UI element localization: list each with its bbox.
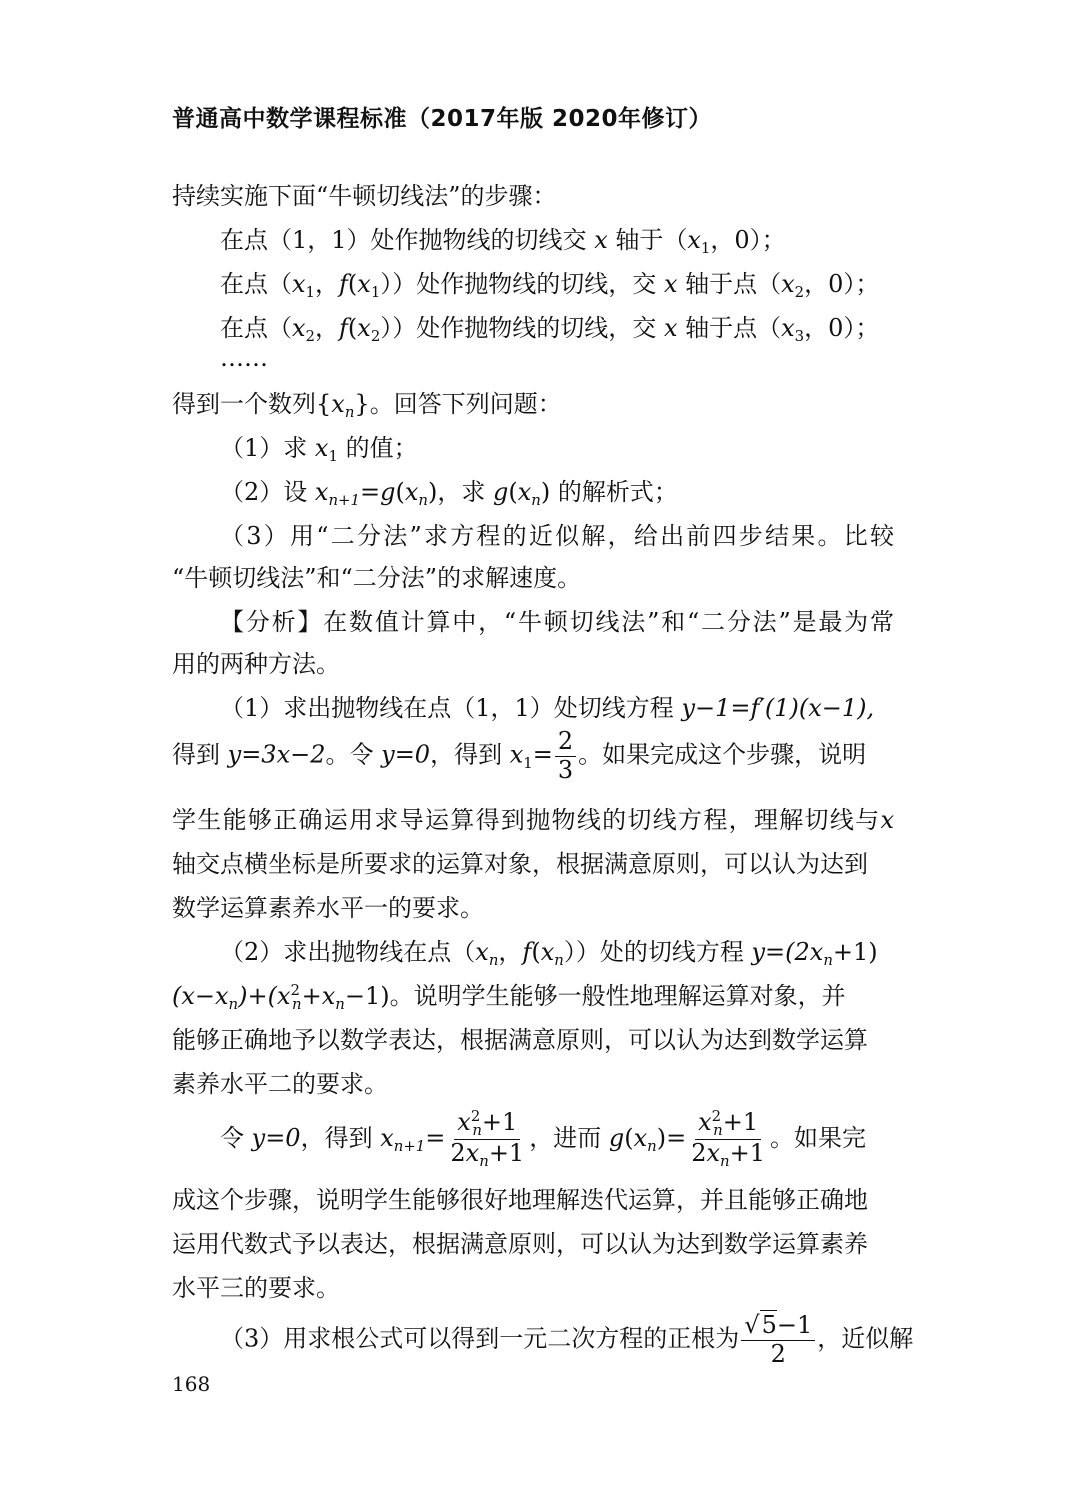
page-number: 168: [172, 1372, 211, 1396]
answer-1-line-1: （1）求出抛物线在点（1，1）处切线方程 y−1=f′(1)(x−1),: [220, 694, 875, 722]
fraction-root: $\frac{√5-1}{2}$: [741, 1312, 815, 1368]
question-3-line-2: “牛顿切线法”和“二分法”的求解速度。: [172, 564, 582, 592]
sequence-line: 得到一个数列$\{x_n\}$。回答下列问题：: [172, 390, 562, 422]
answer-2-line-4: 素养水平二的要求。: [172, 1070, 388, 1098]
analysis-line-1: 【分析】在数值计算中，“牛顿切线法”和“二分法”是最为常: [220, 608, 894, 636]
answer-1-line-4: 轴交点横坐标是所要求的运算对象，根据满意原则，可以认为达到: [172, 850, 868, 878]
fraction-xn1: $\frac{x^2_n+1}{2x_n+1}$: [450, 1107, 525, 1171]
answer-2-line-1: （2）求出抛物线在点（$x_n$，$f(x_n)$）处的切线方程 $y=(2x_n+1)$: [220, 938, 878, 970]
answer-3-line-1: （3）用求根公式可以得到一元二次方程的正根为 $\frac{√5-1}{2}$ ，近似解: [220, 1311, 914, 1368]
answer-2b-line-1: 令 y=0，得到 $x_{n+1}=$ $\frac{x^2_n+1}{2x_n+1}$ ，进而 $g(x_n)=$ $\frac{x^2_n+1}{2x_n+1}$ 。如果完: [220, 1107, 867, 1171]
fraction-two-thirds: $\frac{2}{3}$: [555, 728, 576, 784]
answer-2-line-2: $(x-x_n)+(x^2_n+x_n-1)$。说明学生能够一般性地理解运算对象，并: [172, 981, 846, 1014]
ellipsis: ……: [220, 344, 268, 372]
answer-2b-line-2: 成这个步骤，说明学生能够很好地理解迭代运算，并且能够正确地: [172, 1186, 868, 1214]
intro-line: 持续实施下面“牛顿切线法”的步骤：: [172, 182, 557, 210]
answer-2b-line-3: 运用代数式予以表达，根据满意原则，可以认为达到数学运算素养: [172, 1230, 868, 1258]
answer-2b-line-4: 水平三的要求。: [172, 1274, 340, 1302]
step-1: 在点（1，1）处作抛物线的切线交 x 轴于（$x_1$，0）；: [220, 226, 786, 258]
step-3: 在点（$x_2$，$f(x_2)$）处作抛物线的切线，交 x 轴于点（$x_3$，0）；: [220, 314, 880, 346]
answer-1-line-5: 数学运算素养水平一的要求。: [172, 894, 484, 922]
answer-1-line-2: 得到 y=3x−2。令 y=0，得到 $x_1=$ $\frac{2}{3}$ 。如果完成这个步骤，说明: [172, 727, 867, 784]
question-2: （2）设 $x_{n+1}=g(x_n)$，求 $g(x_n)$ 的解析式；: [220, 478, 678, 510]
running-header: 普通高中数学课程标准（2017年版 2020年修订）: [172, 106, 713, 132]
question-1: （1）求 $x_1$ 的值；: [220, 434, 418, 466]
answer-2-line-3: 能够正确地予以数学表达，根据满意原则，可以认为达到数学运算: [172, 1026, 868, 1054]
step-2: 在点（$x_1$，$f(x_1)$）处作抛物线的切线，交 x 轴于点（$x_2$，0）；: [220, 270, 880, 302]
answer-1-line-3: 学生能够正确运用求导运算得到抛物线的切线方程，理解切线与x: [172, 806, 894, 834]
analysis-line-2: 用的两种方法。: [172, 650, 340, 678]
question-3-line-1: （3）用“二分法”求方程的近似解，给出前四步结果。比较: [220, 522, 894, 550]
fraction-g: $\frac{x^2_n+1}{2x_n+1}$: [691, 1107, 766, 1171]
